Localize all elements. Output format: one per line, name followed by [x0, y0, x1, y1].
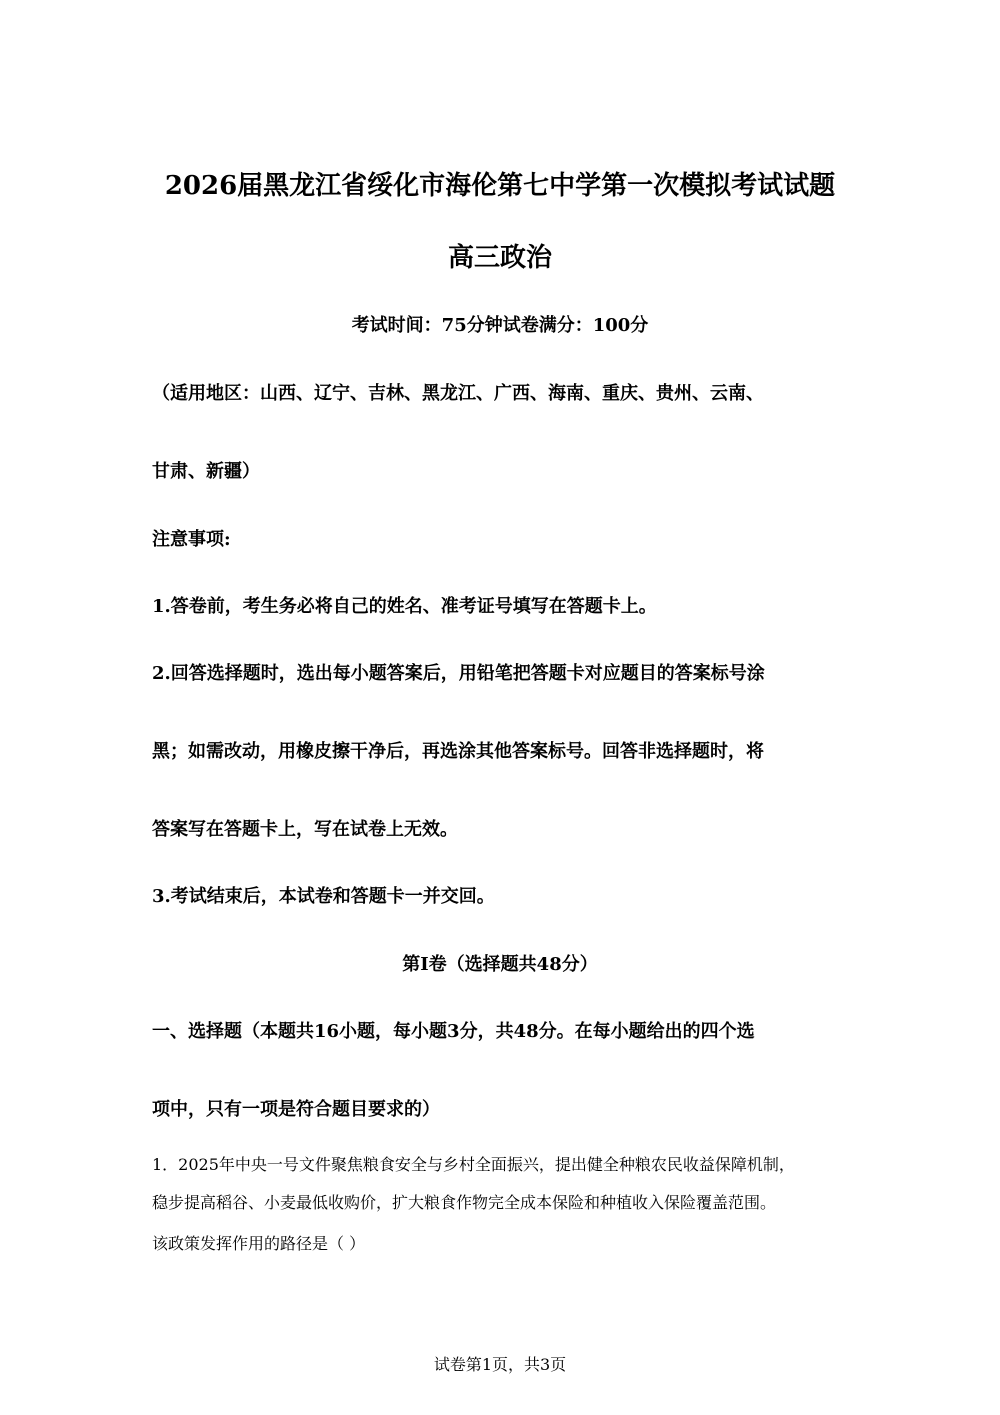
region-line-2: 甘肃、新疆）	[152, 461, 260, 482]
page-footer: 试卷第1页，共3页	[433, 1355, 567, 1374]
region-line-1: （适用地区：山西、辽宁、吉林、黑龙江、广西、海南、重庆、贵州、云南、	[152, 383, 764, 404]
section-heading-line-2: 项中，只有一项是符合题目要求的）	[152, 1099, 440, 1120]
exam-subject: 高三政治	[447, 243, 552, 273]
question-1-line-2: 稳步提高稻谷、小麦最低收购价，扩大粮食作物完全成本保险和种植收入保险覆盖范围。	[152, 1193, 777, 1212]
notes-heading: 注意事项:	[152, 529, 231, 550]
exam-info: 考试时间：75分钟试卷满分：100分	[351, 315, 649, 336]
exam-title: 2026届黑龙江省绥化市海伦第七中学第一次模拟考试试题	[164, 171, 836, 201]
notes-item-2-line-1: 2.回答选择题时，选出每小题答案后，用铅笔把答题卡对应题目的答案标号涂	[152, 663, 765, 684]
volume-heading: 第Ⅰ卷（选择题共48分）	[402, 954, 598, 975]
notes-item-2-line-3: 答案写在答题卡上，写在试卷上无效。	[152, 819, 458, 840]
question-1-line-3: 该政策发挥作用的路径是（ ）	[152, 1234, 366, 1253]
notes-item-3: 3.考试结束后，本试卷和答题卡一并交回。	[152, 886, 495, 907]
question-1-line-1: 1．2025年中央一号文件聚焦粮食安全与乡村全面振兴，提出健全种粮农民收益保障机制，	[152, 1155, 795, 1174]
notes-item-1: 1.答卷前，考生务必将自己的姓名、准考证号填写在答题卡上。	[152, 596, 657, 617]
section-heading-line-1: 一、选择题（本题共16小题，每小题3分，共48分。在每小题给出的四个选	[152, 1021, 755, 1042]
notes-item-2-line-2: 黑；如需改动，用橡皮擦干净后，再选涂其他答案标号。回答非选择题时，将	[152, 741, 764, 762]
